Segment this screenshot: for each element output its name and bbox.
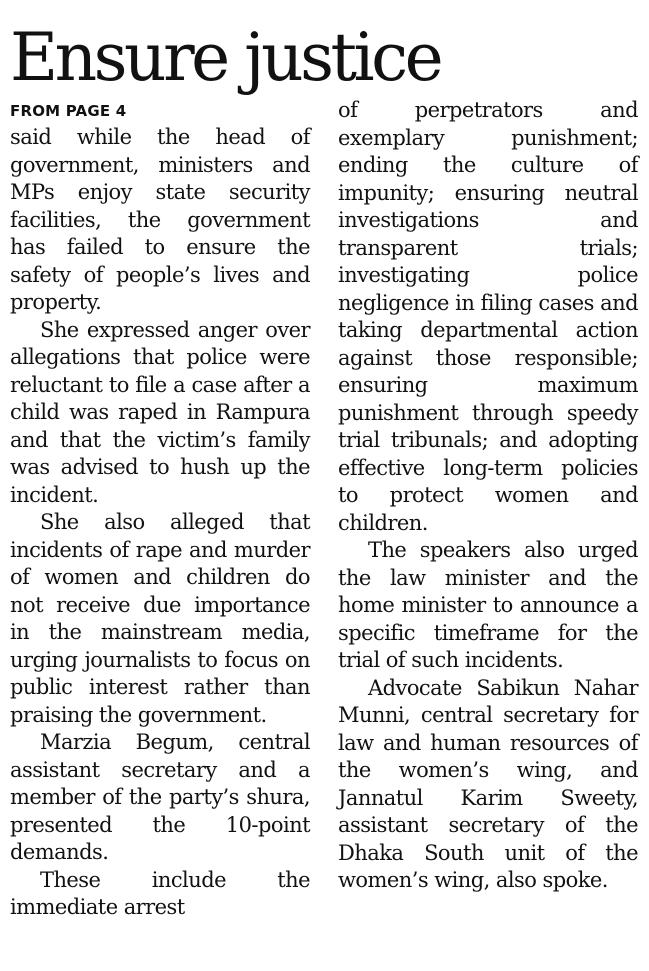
article-paragraph: of perpetrators and exemplary punishment; ending the culture of impunity; ensuring neutral investigations and transparent trials; investigating police negligence in filing cases and taking departmental action against those responsible; ensuring maximum punishment through speedy trial tribunals; and adopting effective long-term policies to protect women and children.	[338, 98, 638, 535]
article-paragraph: She expressed anger over allegations that police were reluctant to file a case after a child was raped in Rampura and that the victim’s family was advised to hush up the incident.	[10, 317, 310, 507]
article-paragraph: Marzia Begum, central assistant secretary and a member of the party’s shura, presented the 10-point demands.	[10, 730, 310, 864]
headline: Ensure justice	[10, 19, 441, 96]
article-column-left	[10, 124, 310, 922]
article-paragraph: These include the immediate arrest	[10, 867, 310, 919]
article-paragraph: Advocate Sabikun Nahar Munni, central secretary for law and human resources of the women’s wing, and Jannatul Karim Sweety, assistant secretary of the Dhaka South unit of the women’s wing, also spoke.	[338, 675, 638, 892]
article-paragraph: said while the head of government, ministers and MPs enjoy state security facilities, the government has failed to ensure the safety of people’s lives and property.	[10, 125, 310, 314]
article-paragraph: She also alleged that incidents of rape and murder of women and children do not receive due importance in the mainstream media, urging journalists to focus on public interest rather than praising the government.	[10, 510, 310, 727]
jump-line: FROM PAGE 4	[10, 102, 127, 120]
article-paragraph: The speakers also urged the law minister and the home minister to announce a specific timeframe for the trial of such incidents.	[338, 538, 638, 672]
article-column-right	[338, 97, 638, 895]
